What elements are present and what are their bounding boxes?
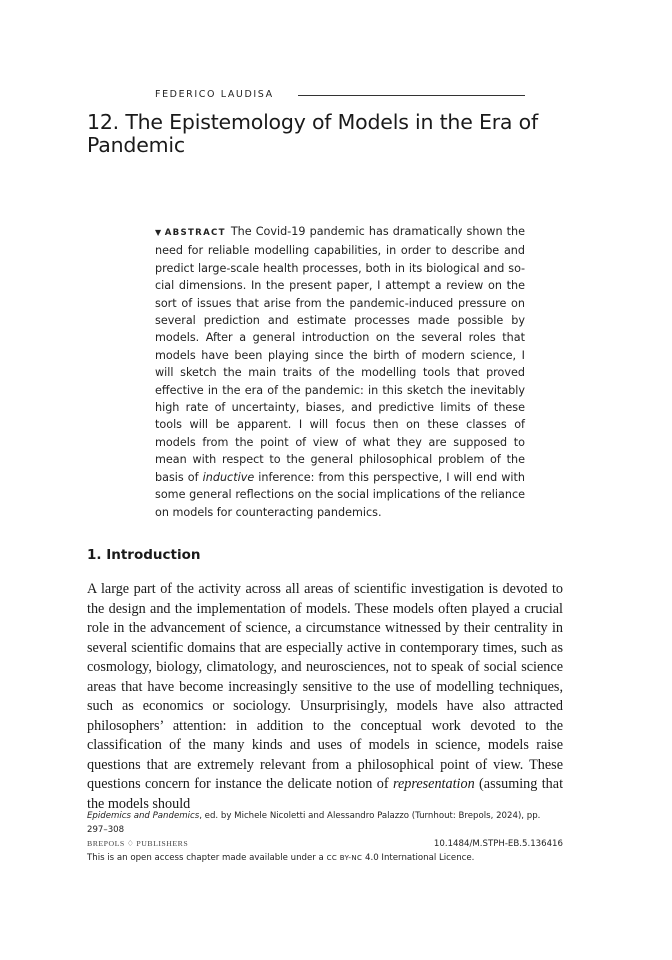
body-paragraph [87,580,563,814]
publisher-logo-icon: ♢ [126,839,135,848]
abstract-text: The Covid-19 pandemic has dramatically shown the need for reliable modelling capabilities, in order to describe and predict large-scale health processes, both in its biological and social dimensions. In the present paper, I attempt a review on the sort of issues that arise from the pandemic-induced pressure on several prediction and estimate processes made possible by models. After a general introduction on the several roles that models have been playing since the birth of modern science, I will sketch the main traits of the modelling tools that proved effective in the era of the pandemic: in this sketch the inevitably high rate of uncertainty, biases, and predictive limits of these tools will be apparent. I will focus then on these classes of models from the point of view of what they are supposed to mean with respect to the general philosophical problem of the basis of [155,225,526,484]
abstract-label: ABSTRACT [164,228,226,238]
publisher-row [87,837,563,852]
body-italic-term: representation [392,776,475,792]
citation-details: , ed. by Michele Nicoletti and Alessandro Palazzo (Turnhout: Brepols, 2024), pp. 297–308 [87,811,541,835]
doi[interactable]: 10.1484/M.STPH-EB.5.136416 [433,839,563,849]
abstract-text-end: inference: from this perspective, I will end with some general reflections on the social implications of the reliance on models for counteracting pandemics. [155,470,526,519]
licence-text: This is an open access chapter made available under a [87,852,324,863]
header-rule [298,95,525,96]
section-heading: 1. Introduction [87,547,201,563]
licence-note [87,852,563,866]
author-name: FEDERICO LAUDISA [155,88,274,100]
citation [87,810,563,837]
page-footer [87,810,563,865]
chapter-title: 12. The Epistemology of Models in the Era of Pandemic [87,110,538,157]
running-head [155,87,525,101]
abstract [155,223,525,521]
licence-text-end: International Licence. [381,852,475,863]
publisher-name-right: PUBLISHERS [136,839,189,848]
publisher-name [87,837,188,851]
body-text-end: (assuming that the models should [87,776,564,812]
down-triangle-icon: ▼ [155,228,162,237]
publisher-name-left: BREPOLS [87,839,125,848]
licence-type[interactable]: CC BY-NC [326,853,363,862]
licence-version: 4.0 [365,852,379,863]
body-text: A large part of the activity across all areas of scientific investigation is devoted to the design and the implementation of models. These models often played a crucial role in the advancement of science, a circumstance witnessed by their centrality in several scientific domains that are especially active in contemporary times, such as cosmology, biology, climatology, and neurosciences, not to speak of social science areas that have become increasingly sensitive to the use of modelling techniques, such as economics or sociology. Unsurprisingly, models have also attracted philosophers’ attention: in addition to the conceptual work devoted to the classification of the many kinds and uses of models in science, models raise questions that are extremely relevant from a philosophical point of view. These questions concern for instance the delicate notion of [87,581,563,792]
abstract-italic-term: inductive [202,470,255,484]
book-title: Epidemics and Pandemics [87,811,200,821]
